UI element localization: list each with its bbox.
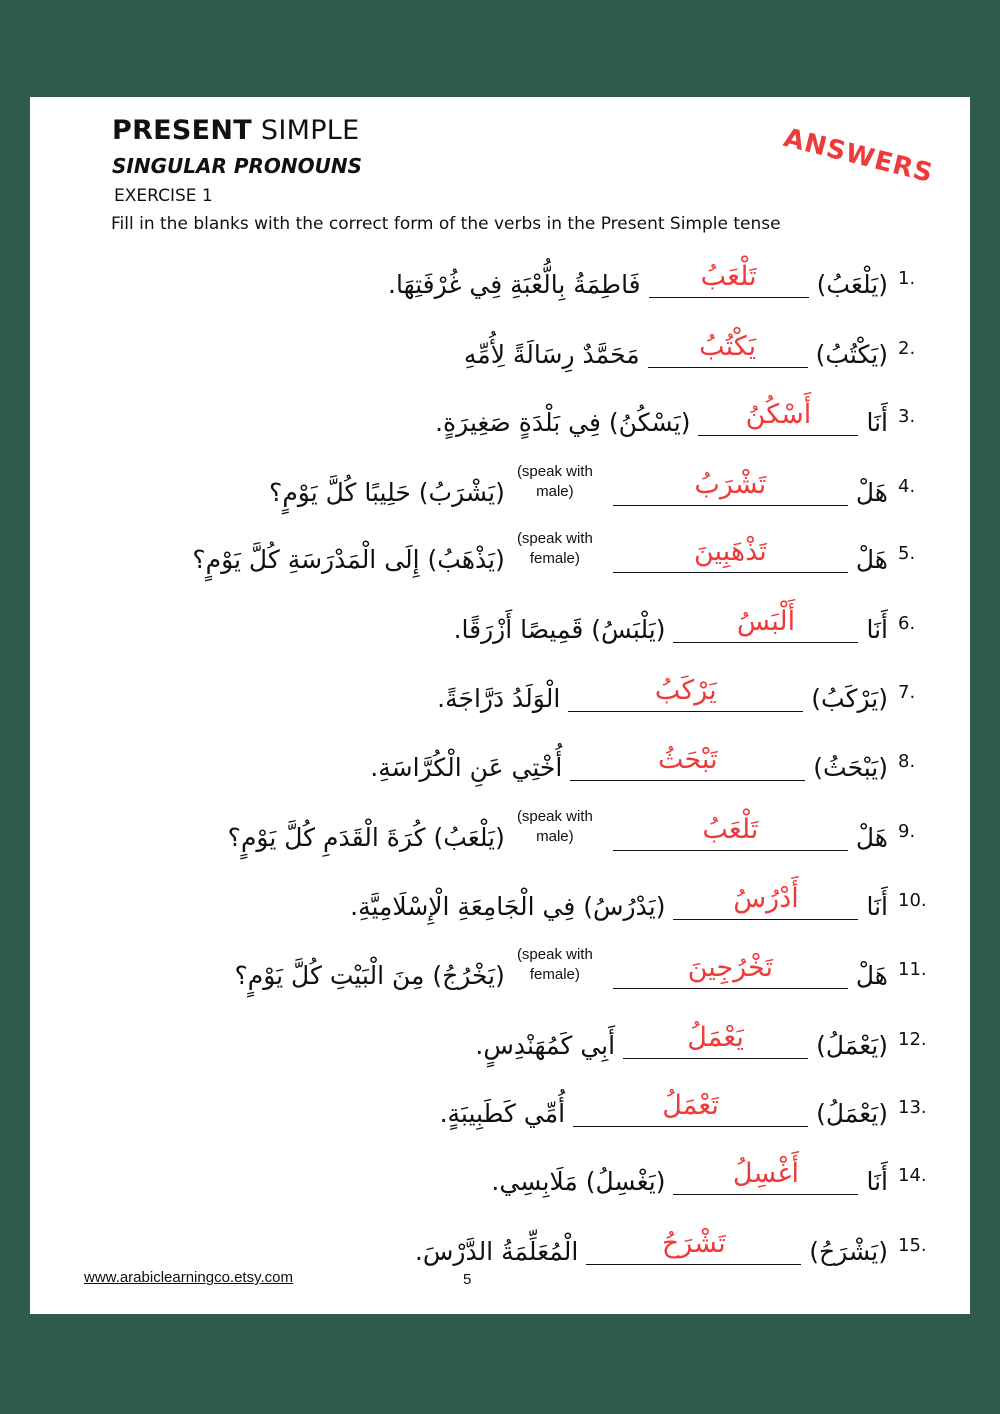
worksheet-page xyxy=(30,97,970,1314)
question-number: 15. xyxy=(898,1235,927,1256)
question-row xyxy=(30,1083,970,1143)
question-number: 8. xyxy=(898,751,916,772)
page-number: 5 xyxy=(463,1271,472,1288)
question-number: 10. xyxy=(898,890,927,911)
sentence-lead: هَلْ xyxy=(855,822,888,852)
question-number: 4. xyxy=(898,476,916,497)
question-sentence xyxy=(388,254,888,314)
question-sentence xyxy=(437,668,888,728)
sentence-rest: الْمُعَلِّمَةُ الدَّرْسَ. xyxy=(414,1236,579,1266)
question-number: 5. xyxy=(898,543,916,564)
question-sentence xyxy=(475,1015,888,1075)
sentence-rest: (يَلْبَسُ) قَمِيصًا أَزْرَقًا. xyxy=(453,614,666,644)
answer-text: تَشْرَبُ xyxy=(694,468,767,500)
answer-blank[interactable] xyxy=(573,1089,808,1127)
question-row xyxy=(30,599,970,659)
question-row xyxy=(30,1015,970,1075)
title-light: SIMPLE xyxy=(260,115,360,146)
question-row xyxy=(30,1151,970,1211)
sentence-rest: (يَخْرُجُ) مِنَ الْبَيْتِ كُلَّ يَوْمٍ؟ xyxy=(234,960,505,990)
sentence-rest: فَاطِمَةُ بِالُّعْبَةِ فِي غُرْفَتِهَا. xyxy=(388,269,641,299)
sentence-lead: (يَلْعَبُ) xyxy=(816,269,888,299)
question-sentence xyxy=(370,737,888,797)
answer-text: أَلْبَسُ xyxy=(736,605,796,637)
sentence-lead: أَنَا xyxy=(866,891,888,921)
answer-text: يَعْمَلُ xyxy=(687,1021,744,1053)
answer-blank[interactable] xyxy=(586,1227,801,1265)
question-number: 2. xyxy=(898,338,916,359)
page-subtitle: SINGULAR PRONOUNS xyxy=(112,154,363,178)
question-sentence xyxy=(234,945,888,1005)
speaker-note: (speak with male) xyxy=(516,808,593,845)
speaker-note: (speak with male) xyxy=(516,463,593,500)
sentence-rest: (يَشْرَبُ) حَلِيبًا كُلَّ يَوْمٍ؟ xyxy=(269,477,505,507)
answer-text: تَخْرُجِينَ xyxy=(687,951,773,983)
exercise-label: EXERCISE 1 xyxy=(114,186,213,206)
answer-blank[interactable] xyxy=(623,1021,808,1059)
sentence-rest: (يَغْسِلُ) مَلَابِسِي. xyxy=(491,1166,666,1196)
sentence-rest: الْوَلَدُ دَرَّاجَةً. xyxy=(437,683,561,713)
question-number: 6. xyxy=(898,613,916,634)
question-number: 13. xyxy=(898,1097,927,1118)
answer-blank[interactable] xyxy=(649,260,809,298)
question-row xyxy=(30,945,970,1005)
answer-text: تَلْعَبُ xyxy=(702,813,759,845)
answer-text: تَشْرَحُ xyxy=(661,1227,726,1259)
answer-text: أَدْرُسُ xyxy=(733,882,799,914)
question-sentence xyxy=(435,392,888,452)
speaker-note: (speak with female) xyxy=(516,946,593,983)
sentence-lead: أَنَا xyxy=(866,614,888,644)
sentence-rest: (يَذْهَبُ) إِلَى الْمَدْرَسَةِ كُلَّ يَوْمٍ؟ xyxy=(192,544,505,574)
question-sentence xyxy=(192,529,888,589)
sentence-lead: هَلْ xyxy=(855,960,888,990)
sentence-rest: أُمِّي كَطَبِيبَةٍ. xyxy=(439,1098,566,1128)
question-row xyxy=(30,392,970,452)
question-sentence xyxy=(491,1151,888,1211)
answer-text: تَعْمَلُ xyxy=(662,1089,719,1121)
question-number: 12. xyxy=(898,1029,927,1050)
sentence-lead: (يَكْتُبُ) xyxy=(815,339,888,369)
question-row xyxy=(30,876,970,936)
sentence-rest: أَبِي كَمُهَنْدِسٍ. xyxy=(475,1030,616,1060)
sentence-lead: هَلْ xyxy=(855,477,888,507)
answer-blank[interactable] xyxy=(648,330,808,368)
answer-text: يَرْكَبُ xyxy=(654,674,717,706)
sentence-rest: أُخْتِي عَنِ الْكُرَّاسَةِ. xyxy=(370,752,563,782)
question-sentence xyxy=(228,807,888,867)
question-sentence xyxy=(454,599,888,659)
answer-blank[interactable] xyxy=(673,882,858,920)
question-number: 1. xyxy=(898,268,916,289)
question-number: 7. xyxy=(898,682,916,703)
question-row xyxy=(30,668,970,728)
sentence-lead: أَنَا xyxy=(866,407,888,437)
question-row xyxy=(30,807,970,867)
answer-text: تَبْحَثُ xyxy=(657,743,718,775)
instructions-text: Fill in the blanks with the correct form of the verbs in the Present Simple tense xyxy=(111,214,781,234)
answer-text: تَلْعَبُ xyxy=(700,260,757,292)
answers-stamp: ANSWERS xyxy=(780,122,937,190)
sentence-rest: (يَلْعَبُ) كُرَةَ الْقَدَمِ كُلَّ يَوْمٍ؟ xyxy=(227,822,505,852)
answer-blank[interactable] xyxy=(568,674,803,712)
question-number: 3. xyxy=(898,406,916,427)
question-sentence xyxy=(269,462,888,522)
footer-link[interactable]: www.arabiclearningco.etsy.com xyxy=(84,1269,293,1286)
sentence-lead: (يَرْكَبُ) xyxy=(811,683,888,713)
speaker-note: (speak with female) xyxy=(516,530,593,567)
question-number: 9. xyxy=(898,821,916,842)
sentence-lead: (يَشْرَحُ) xyxy=(809,1236,888,1266)
answer-blank[interactable] xyxy=(673,1157,858,1195)
sentence-rest: (يَسْكُنُ) فِي بَلْدَةٍ صَغِيرَةٍ. xyxy=(435,407,691,437)
answer-text: تَذْهَبِينَ xyxy=(693,535,767,567)
answer-blank[interactable] xyxy=(613,468,848,506)
question-row xyxy=(30,324,970,384)
sentence-rest: مَحَمَّدٌ رِسَالَةً لِأُمِّهِ xyxy=(463,339,640,369)
sentence-lead: أَنَا xyxy=(866,1166,888,1196)
question-sentence xyxy=(350,876,888,936)
answer-text: يَكْتُبُ xyxy=(699,330,757,362)
question-row xyxy=(30,462,970,522)
question-row xyxy=(30,737,970,797)
sentence-lead: (يَعْمَلُ) xyxy=(816,1030,888,1060)
question-sentence xyxy=(415,1221,888,1281)
answer-blank[interactable] xyxy=(613,535,848,573)
sentence-lead: (يَبْحَثُ) xyxy=(813,752,888,782)
question-list xyxy=(30,97,970,1314)
answer-blank[interactable] xyxy=(673,605,858,643)
answer-blank[interactable] xyxy=(613,813,848,851)
question-sentence xyxy=(440,1083,888,1143)
question-number: 14. xyxy=(898,1165,927,1186)
sentence-lead: (يَعْمَلُ) xyxy=(816,1098,888,1128)
question-sentence xyxy=(464,324,888,384)
sentence-lead: هَلْ xyxy=(855,544,888,574)
sentence-rest: (يَدْرُسُ) فِي الْجَامِعَةِ الْإِسْلَامِيَّةِ. xyxy=(350,891,666,921)
answer-text: أَسْكُنُ xyxy=(745,398,812,430)
title-bold: PRESENT xyxy=(112,115,253,146)
answer-text: أَغْسِلُ xyxy=(732,1157,800,1189)
question-row xyxy=(30,254,970,314)
question-number: 11. xyxy=(898,959,927,980)
answer-blank[interactable] xyxy=(698,398,858,436)
question-row xyxy=(30,529,970,589)
answer-blank[interactable] xyxy=(613,951,848,989)
answer-blank[interactable] xyxy=(570,743,805,781)
